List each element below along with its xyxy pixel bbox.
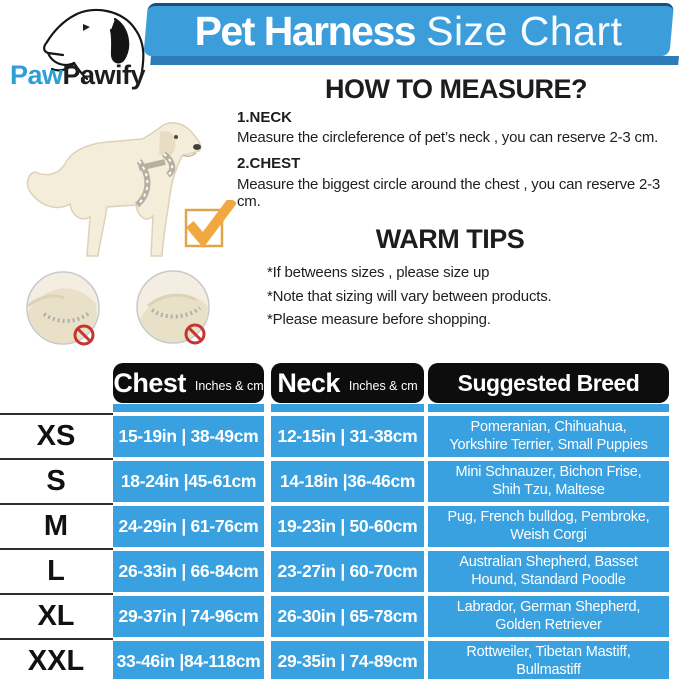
header-strip bbox=[428, 404, 669, 412]
breed-line: Shih Tzu, Maltese bbox=[492, 481, 605, 498]
chest-header-label: Chest bbox=[113, 367, 186, 398]
breed-line: Golden Retriever bbox=[495, 616, 602, 633]
tip-item: *Note that sizing will vary between products. bbox=[267, 287, 552, 305]
neck-cell: 14-18in |36-46cm bbox=[271, 461, 424, 502]
chest-cell: 29-37in | 74-96cm bbox=[113, 596, 264, 637]
size-label-xs: XS bbox=[36, 420, 76, 452]
row-divider bbox=[0, 503, 113, 505]
breed-line: Weish Corgi bbox=[510, 526, 587, 543]
row-divider bbox=[0, 458, 113, 460]
title-light: Size Chart bbox=[426, 7, 623, 54]
chest-cell: 24-29in | 61-76cm bbox=[113, 506, 264, 547]
breed-header-label: Suggested Breed bbox=[457, 369, 640, 396]
header-banner bbox=[143, 3, 674, 56]
column-header-breed bbox=[428, 363, 669, 403]
row-divider bbox=[0, 413, 113, 415]
chest-header-sub: Inches & cm bbox=[194, 379, 264, 393]
breed-cell bbox=[428, 416, 669, 457]
breed-line: Pomeranian, Chihuahua, bbox=[470, 419, 627, 435]
breed-cell bbox=[428, 551, 669, 592]
step-2-label: 2.CHEST bbox=[237, 155, 301, 172]
row-divider bbox=[0, 638, 113, 640]
tip-item: *Please measure before shopping. bbox=[267, 311, 491, 328]
size-label-xxl: XXL bbox=[27, 645, 85, 677]
chest-cell: 33-46in |84-118cm bbox=[113, 641, 264, 679]
breed-line: Labrador, German Shepherd, bbox=[456, 599, 641, 615]
breed-line: Bullmastiff bbox=[516, 661, 581, 678]
page-title bbox=[146, 6, 672, 56]
chest-cell: 26-33in | 66-84cm bbox=[113, 551, 264, 592]
size-label-xl: XL bbox=[37, 600, 75, 632]
header-banner-shadow bbox=[150, 56, 679, 65]
wrong-measurement-insets bbox=[20, 266, 232, 356]
breed-line: Hound, Standard Poodle bbox=[471, 571, 626, 588]
neck-cell: 12-15in | 31-38cm bbox=[271, 416, 424, 457]
breed-cell bbox=[428, 461, 669, 502]
checkmark-icon bbox=[182, 200, 236, 252]
size-label-s: S bbox=[46, 465, 66, 497]
brand-name-pawify: Pawify bbox=[62, 60, 146, 90]
brand-name-paw: Paw bbox=[10, 60, 63, 90]
breed-cell bbox=[428, 641, 669, 679]
column-header-neck bbox=[271, 363, 424, 403]
neck-header-sub: Inches & cm bbox=[348, 379, 418, 393]
neck-cell: 19-23in | 50-60cm bbox=[271, 506, 424, 547]
breed-cell bbox=[428, 506, 669, 547]
neck-cell: 26-30in | 65-78cm bbox=[271, 596, 424, 637]
breed-line: Mini Schnauzer, Bichon Frise, bbox=[455, 464, 642, 480]
breed-line: Yorkshire Terrier, Small Puppies bbox=[449, 436, 648, 453]
breed-line: Australian Shepherd, Basset bbox=[459, 554, 638, 570]
step-1-label: 1.NECK bbox=[237, 109, 293, 126]
tip-item: *If betweens sizes , please size up bbox=[267, 264, 490, 281]
header-strip bbox=[271, 404, 424, 412]
breed-cell bbox=[428, 596, 669, 637]
how-to-measure-title: HOW TO MEASURE? bbox=[325, 74, 587, 104]
title-bold: Pet Harness bbox=[194, 7, 416, 54]
chest-cell: 15-19in | 38-49cm bbox=[113, 416, 264, 457]
column-header-chest bbox=[113, 363, 264, 403]
warm-tips-title: WARM TIPS bbox=[375, 224, 525, 254]
step-2-text: Measure the biggest circle around the chest , you can reserve 2-3 cm. bbox=[237, 176, 661, 210]
neck-header-label: Neck bbox=[277, 367, 340, 398]
header-strip bbox=[113, 404, 264, 412]
size-label-m: M bbox=[43, 510, 69, 542]
breed-line: Rottweiler, Tibetan Mastiff, bbox=[466, 644, 631, 660]
neck-cell: 29-35in | 74-89cm bbox=[271, 641, 424, 679]
breed-line: Pug, French bulldog, Pembroke, bbox=[447, 509, 650, 525]
warm-tips-list bbox=[267, 261, 667, 332]
row-divider bbox=[0, 593, 113, 595]
chest-cell: 18-24in |45-61cm bbox=[113, 461, 264, 502]
neck-cell: 23-27in | 60-70cm bbox=[271, 551, 424, 592]
row-divider bbox=[0, 548, 113, 550]
size-label-l: L bbox=[47, 555, 65, 587]
brand-name bbox=[10, 60, 180, 91]
step-1-text: Measure the circleference of pet’s neck , you can reserve 2-3 cm. bbox=[237, 129, 659, 146]
